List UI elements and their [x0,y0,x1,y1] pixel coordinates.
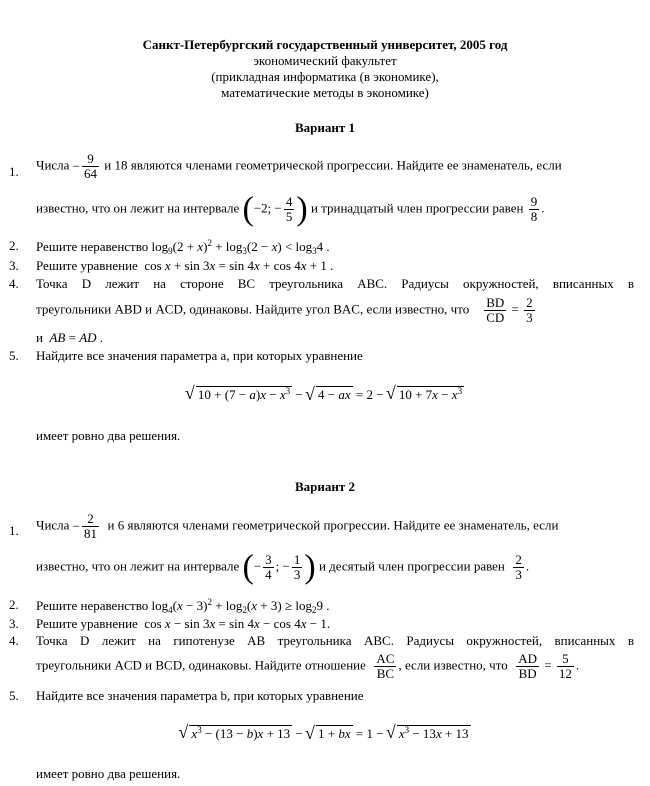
v2-problem-4-line-1: Точка D лежит на гипотенузе AB треугольника ABC. Радиусы окружностей, вписанных в [36,633,634,648]
v1-problem-5-end: имеет ровно два решения. [36,428,181,443]
v2-problem-1-line-1: Числа − $\frac{2}{81}$ и 6 являются членами геометрической прогрессии. Найдите ее знаменатель, если [36,511,559,541]
v2-problem-1-line-2: известно, что он лежит на интервале (− $\frac{3}{4}$ ; − $\frac{1}{3}$ ) и десятый член прогрессии равен $\frac{2}{3}$ . [36,548,530,586]
item-number: 1. [9,164,19,179]
specialty-line-1: (прикладная информатика (в экономике), [211,69,439,84]
v2-problem-5-end: имеет ровно два решения. [36,766,181,781]
v2-problem-4-line-2: треугольники ACD и BCD, одинаковы. Найдите отношение $\frac{AC}{BC}$ , если известно, что $\frac{AD}{BD}$ = $\frac{5}{12}$ . [36,651,580,681]
item-number: 2. [9,597,19,612]
v1-problem-4-line-2: треугольники ABD и ACD, одинаковы. Найдите угол BAC, если известно, что $\frac{BD}{CD}$ = $\frac{2}{3}$ [36,295,533,325]
document-header [0,37,650,101]
v2-problem-2: Решите неравенство $\log_4(x - 3)^2 + \log_2(x + 3) \ge \log_29$ . [36,597,330,615]
variant-1-title: Вариант 1 [294,120,356,135]
v1-equation: √ $10 + (7 - a)x - x^3$ − √ 4 − ax = 2 − √ $10 + 7x - x^3$ [0,386,650,403]
variant-2-title: Вариант 2 [294,479,356,494]
item-number: 4. [9,633,19,648]
v2-problem-3: Решите уравнение cos x − sin 3x = sin 4x − cos 4x − 1. [36,616,331,631]
item-number: 1. [9,523,19,538]
faculty-line: экономический факультет [253,53,397,68]
v1-problem-5: Найдите все значения параметра a, при которых уравнение [36,348,363,363]
v1-problem-3: Решите уравнение cos x + sin 3x = sin 4x + cos 4x + 1 . [36,258,334,273]
item-number: 3. [9,616,19,631]
item-number: 4. [9,276,19,291]
item-number: 3. [9,258,19,273]
specialty-line-2: математические методы в экономике) [221,85,429,100]
v2-problem-5: Найдите все значения параметра b, при которых уравнение [36,688,364,703]
v1-problem-4-line-3: и AB = AD . [36,330,104,345]
item-number: 5. [9,348,19,363]
item-number: 5. [9,688,19,703]
item-number: 2. [9,238,19,253]
v1-problem-2: Решите неравенство $\log_9(2 + x)^2 + \log_3(2 - x) < \log_34$ . [36,238,330,256]
v1-problem-4-line-1: Точка D лежит на стороне BC треугольника ABC. Радиусы окружностей, вписанных в [36,276,634,291]
university-title: Санкт-Петербургский государственный университет, 2005 год [142,37,508,52]
v1-problem-1-line-1: Числа − $\frac{9}{64}$ и 18 являются членами геометрической прогрессии. Найдите ее знаменатель, если [36,151,562,181]
v1-problem-1-line-2: известно, что он лежит на интервале (−2; − $\frac{4}{5}$ ) и тринадцатый член прогрессии равен $\frac{9}{8}$ . [36,190,545,228]
fraction: $\frac{9}{64}$ [84,151,98,181]
v2-equation: √ $x^3 - (13 - b)x + 13$ − √ 1 + bx = 1 − √ $x^3 - 13x + 13$ [0,725,650,742]
